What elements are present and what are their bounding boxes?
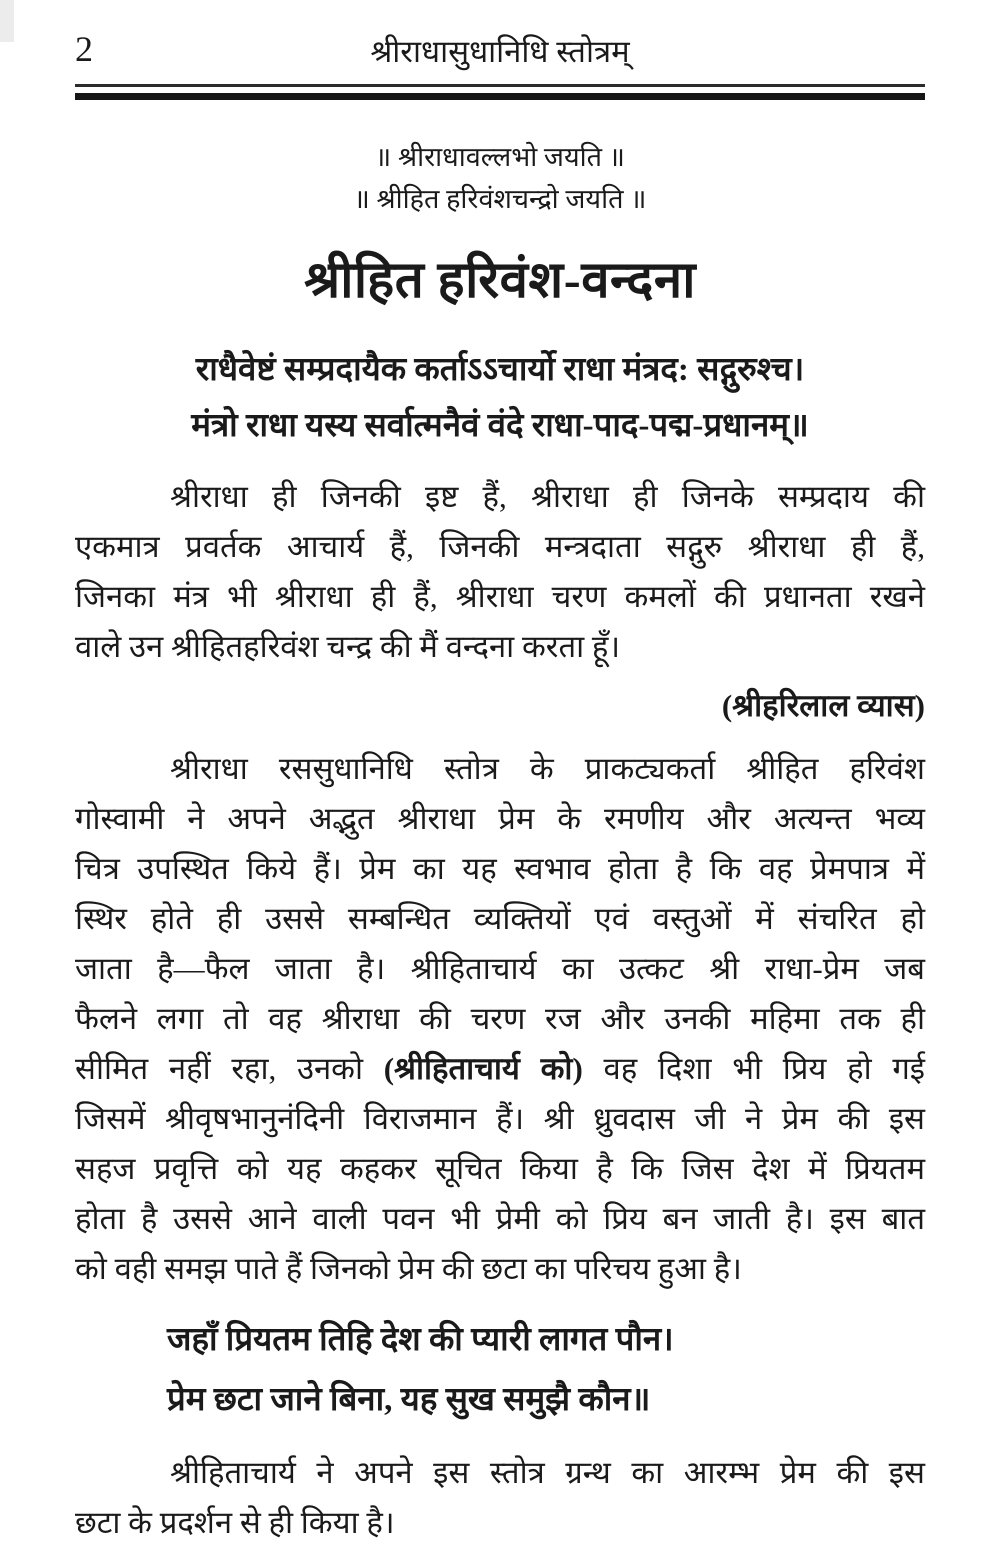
running-title: श्रीराधासुधानिधि स्तोत्रम् xyxy=(370,34,630,69)
paragraph-line: श्रीहिताचार्य ने अपने इस स्तोत्र ग्रन्थ का आरम्भ प्रेम की इस xyxy=(170,1455,925,1490)
paragraph-line: एकमात्र प्रवर्तक आचार्य हैं, जिनकी मन्त्रदाता सद्गुरु श्रीराधा ही हैं, xyxy=(75,529,925,564)
mixed-line-pre: सीमित नहीं रहा, उनको xyxy=(75,1051,384,1086)
attribution: (श्रीहरिलाल व्यास) xyxy=(721,688,925,723)
paragraph-line: वाले उन श्रीहितहरिवंश चन्द्र की मैं वन्दना करता हूँ। xyxy=(75,629,621,664)
couplet-line-2: प्रेम छटा जाने बिना, यह सुख समुझै कौन॥ xyxy=(167,1382,651,1418)
paragraph-line: चित्र उपस्थित किये हैं। प्रेम का यह स्वभाव होता है कि वह प्रेमपात्र में xyxy=(75,851,925,886)
paragraph-line: को वही समझ पाते हैं जिनको प्रेम की छटा का परिचय हुआ है। xyxy=(75,1251,742,1286)
page-header xyxy=(75,22,925,74)
paragraph-line: फैलने लगा तो वह श्रीराधा की चरण रज और उनकी महिमा तक ही xyxy=(75,1001,925,1036)
invocation-line-2: ॥ श्रीहित हरिवंशचन्द्रो जयति ॥ xyxy=(353,184,647,214)
paragraph-1 xyxy=(75,472,925,672)
paragraph-3 xyxy=(75,1448,925,1548)
paragraph-line: जिनका मंत्र भी श्रीराधा ही हैं, श्रीराधा चरण कमलों की प्रधानता रखने xyxy=(75,579,925,614)
paragraph-line: जिसमें श्रीवृषभानुनंदिनी विराजमान हैं। श्री ध्रुवदास जी ने प्रेम की इस xyxy=(75,1101,925,1136)
paragraph-line: गोस्वामी ने अपने अद्भुत श्रीराधा प्रेम के रमणीय और अत्यन्त भव्य xyxy=(75,801,925,836)
mixed-line-bold: (श्रीहिताचार्य को) xyxy=(383,1051,583,1086)
paragraph-line: होता है उससे आने वाली पवन भी प्रेमी को प्रिय बन जाती है। इस बात xyxy=(75,1201,925,1236)
paragraph-line: स्थिर होते ही उससे सम्बन्धित व्यक्तियों एवं वस्तुओं में संचरित हो xyxy=(75,901,925,936)
verse-line-1: राधैवेष्टं सम्प्रदायैक कर्ताऽऽचार्यो राधा मंत्रद: सद्गुरुश्च। xyxy=(195,352,805,388)
scan-artifact xyxy=(0,0,14,42)
header-rule-thin xyxy=(75,84,925,87)
sanskrit-verse xyxy=(75,342,925,454)
paragraph-line: श्रीराधा ही जिनकी इष्ट हैं, श्रीराधा ही जिनके सम्प्रदाय की xyxy=(170,479,925,514)
page-number: 2 xyxy=(75,29,93,69)
paragraph-line: श्रीराधा रससुधानिधि स्तोत्र के प्राकट्यकर्ता श्रीहित हरिवंश xyxy=(170,751,925,786)
mixed-line-post: वह दिशा भी प्रिय हो गई xyxy=(582,1051,925,1086)
invocation-block xyxy=(75,136,925,220)
hindi-couplet xyxy=(167,1310,925,1430)
paragraph-line: जाता है—फैल जाता है। श्रीहिताचार्य का उत्कट श्री राधा-प्रेम जब xyxy=(75,951,925,986)
verse-line-2: मंत्रो राधा यस्य सर्वात्मनैवं वंदे राधा-पाद-पद्म-प्रधानम्॥ xyxy=(191,408,809,444)
paragraph-2 xyxy=(75,744,925,1294)
paragraph-line: छटा के प्रदर्शन से ही किया है। xyxy=(75,1505,395,1540)
paragraph-line-mixed xyxy=(75,1044,925,1094)
invocation-line-1: ॥ श्रीराधावल्लभो जयति ॥ xyxy=(375,142,625,172)
chapter-heading: श्रीहित हरिवंश-वन्दना xyxy=(304,253,696,309)
couplet-line-1: जहाँ प्रियतम तिहि देश की प्यारी लागत पौन। xyxy=(167,1322,674,1358)
paragraph-line: सहज प्रवृत्ति को यह कहकर सूचित किया है कि जिस देश में प्रियतम xyxy=(75,1151,925,1186)
header-rule-thick xyxy=(75,93,925,100)
